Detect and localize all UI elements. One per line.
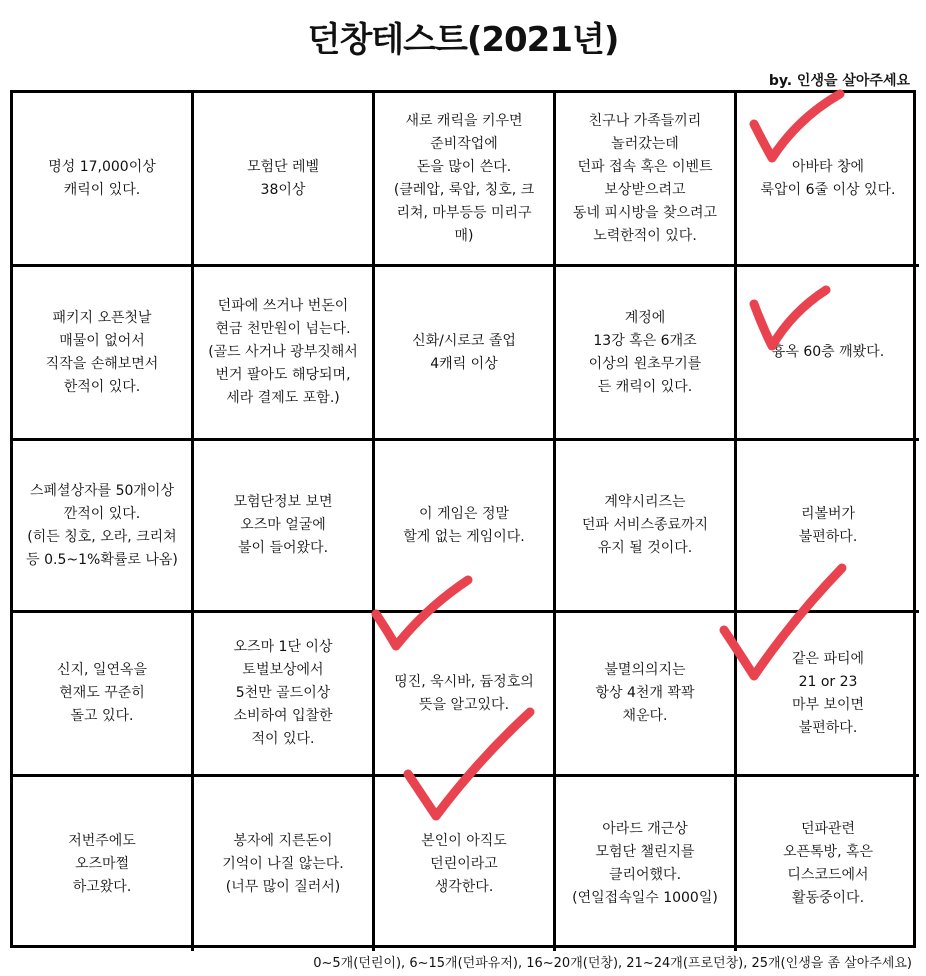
cell-4-1: 봉자에 지른돈이 기억이 나질 않는다. (너무 많이 질러서) xyxy=(194,777,375,951)
byline: by. 인생을 살아주세요 xyxy=(768,73,910,89)
scoring-legend: 0~5개(던린이), 6~15개(던파유저), 16~20개(던창), 21~24개(프로던창), 25개(인생을 좀 살아주세요) xyxy=(313,956,912,971)
cell-2-0: 스페셜상자를 50개이상 깐적이 있다. (히든 칭호, 오라, 크리쳐 등 0.5~1%확률로 나옴) xyxy=(13,441,194,613)
cell-3-2: 띵진, 욱시바, 듐정호의 뜻을 알고있다. xyxy=(375,613,556,777)
cell-1-2: 신화/시로코 졸업 4캐릭 이상 xyxy=(375,267,556,441)
cell-4-2: 본인이 아직도 던린이라고 생각한다. xyxy=(375,777,556,951)
cell-2-1: 모험단정보 보면 오즈마 얼굴에 불이 들어왔다. xyxy=(194,441,375,613)
cell-4-3: 아라드 개근상 모험단 챌린지를 클리어했다. (연일접속일수 1000일) xyxy=(556,777,737,951)
cell-0-4: 아바타 창에 룩압이 6줄 이상 있다. xyxy=(737,93,919,267)
cell-2-4: 리볼버가 불편하다. xyxy=(737,441,919,613)
cell-0-2: 새로 캐릭을 키우면 준비작업에 돈을 많이 쓴다. (클레압, 룩압, 칭호, 크 리쳐, 마부등등 미리구 매) xyxy=(375,93,556,267)
cell-0-1: 모험단 레벨 38이상 xyxy=(194,93,375,267)
cell-4-4: 던파관련 오픈톡방, 혹은 디스코드에서 활동중이다. xyxy=(782,821,874,906)
page-title: 던창테스트(2021년) xyxy=(307,20,619,60)
cell-2-3: 계약시리즈는 던파 서비스종료까지 유지 될 것이다. xyxy=(556,441,737,613)
cell-1-1: 던파에 쓰거나 번돈이 현금 천만원이 넘는다. (골드 사거나 광부짓해서 번거 팔아도 해당되며, 세라 결제도 포함.) xyxy=(194,267,375,441)
cell-3-4: 같은 파티에 21 or 23 마부 보이면 불편하다. xyxy=(737,613,919,777)
cell-3-3: 불멸의의지는 항상 4천개 꽉꽉 채운다. xyxy=(556,613,737,777)
bingo-grid xyxy=(10,90,916,948)
cell-1-0: 패키지 오픈첫날 매물이 없어서 직작을 손해보면서 한적이 있다. xyxy=(13,267,194,441)
cell-3-1: 오즈마 1단 이상 토벌보상에서 5천만 골드이상 소비하여 입찰한 적이 있다. xyxy=(194,613,375,777)
cell-1-3: 계정에 13강 혹은 6개조 이상의 원초무기를 든 캐릭이 있다. xyxy=(556,267,737,441)
cell-1-4: 흉옥 60층 깨봤다. xyxy=(737,267,919,441)
cell-4-0: 저번주에도 오즈마쩔 하고왔다. xyxy=(13,777,194,951)
cell-0-3: 친구나 가족들끼리 놀러갔는데 던파 접속 혹은 이벤트 보상받으려고 동네 피시방을 찾으려고 노력한적이 있다. xyxy=(556,93,737,267)
cell-3-0: 신지, 일연옥을 현재도 꾸준히 돌고 있다. xyxy=(13,613,194,777)
cell-2-2: 이 게임은 정말 할게 없는 게임이다. xyxy=(375,441,556,613)
cell-0-0: 명성 17,000이상 캐릭이 있다. xyxy=(13,93,194,267)
